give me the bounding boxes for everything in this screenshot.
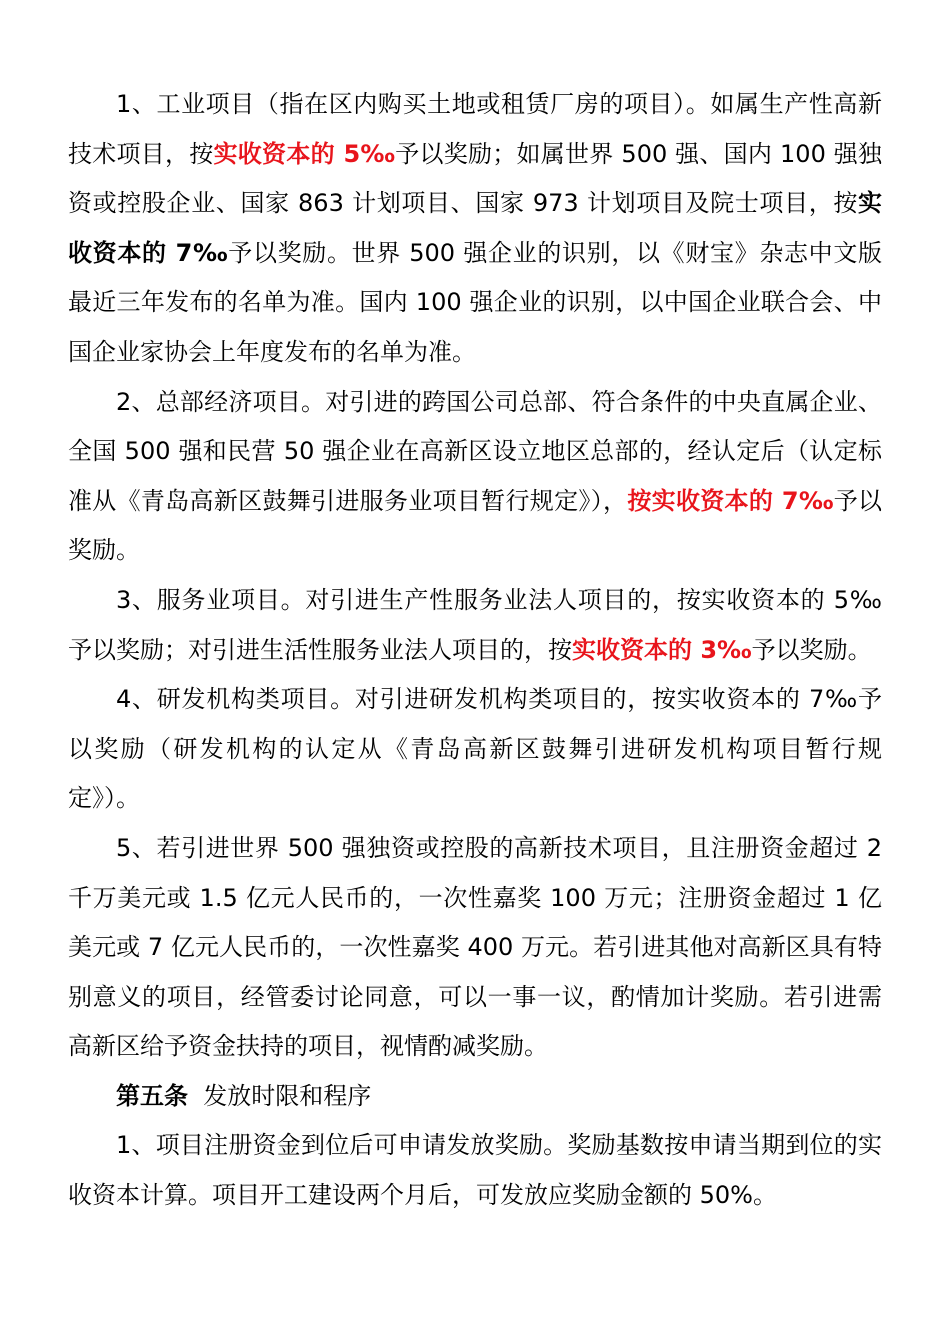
text-segment: 予以奖励；如属世界 500 强、国内 100 强独资或控股企业、国家 863 计划项目、国家 973 计划项目及院士项目，按 xyxy=(68,139,882,218)
text-segment: 予以奖励。世界 500 强企业的识别，以《财宝》杂志中文版最近三年发布的名单为准。国内 100 强企业的识别，以中国企业联合会、中国企业家协会上年度发布的名单为准。 xyxy=(68,238,882,366)
highlight-red-text: 实收资本的 3‰ xyxy=(572,635,752,664)
text-segment: 3、服务业项目。对引进生产性服务业法人项目的，按实收资本的 5‰予以奖励；对引进生活性服务业法人项目的，按 xyxy=(68,585,882,664)
paragraph-service-project xyxy=(68,576,882,675)
paragraph-industrial-project xyxy=(68,80,882,378)
highlight-bold-text: 实收资本的 7‰ xyxy=(68,189,882,267)
text-segment: 2、总部经济项目。对引进的跨国公司总部、符合条件的中央直属企业、全国 500 强和民营 50 强企业在高新区设立地区总部的，经认定后（认定标准从《青岛高新区鼓舞引进服务业项目暂行规定》）， xyxy=(68,387,882,515)
text-segment: 5、若引进世界 500 强独资或控股的高新技术项目，且注册资金超过 2 千万美元或 1.5 亿元人民币的，一次性嘉奖 100 万元；注册资金超过 1 亿美元或 7 亿元人民币的，一次性嘉奖 400 万元。若引进其他对高新区具有特别意义的项目，经管委讨论同意，可以一事一议，酌情加计奖励。若引进需高新区给予资金扶持的项目，视情酌减奖励。 xyxy=(68,833,882,1061)
text-segment: 予以奖励。 xyxy=(751,635,872,664)
text-segment: 1、项目注册资金到位后可申请发放奖励。奖励基数按申请当期到位的实收资本计算。项目开工建设两个月后，可发放应奖励金额的 50%。 xyxy=(68,1131,882,1210)
paragraph-fortune500-project xyxy=(68,824,882,1072)
text-segment: 予以奖励。 xyxy=(68,486,882,565)
paragraph-headquarters-project xyxy=(68,378,882,576)
paragraph-rnd-project xyxy=(68,675,882,824)
article-title: 发放时限和程序 xyxy=(188,1081,372,1110)
article-number: 第五条 xyxy=(116,1081,188,1110)
highlight-red-text: 实收资本的 5‰ xyxy=(213,139,396,168)
article-five-heading xyxy=(68,1072,882,1122)
text-segment: 1、工业项目（指在区内购买土地或租赁厂房的项目）。如属生产性高新技术项目，按 xyxy=(68,90,882,168)
highlight-red-text: 按实收资本的 7‰ xyxy=(627,486,834,515)
document-page xyxy=(68,80,882,1221)
text-segment: 4、研发机构类项目。对引进研发机构类项目的，按实收资本的 7‰予以奖励（研发机构的认定从《青岛高新区鼓舞引进研发机构项目暂行规定》）。 xyxy=(68,685,882,813)
paragraph-payment-procedure xyxy=(68,1121,882,1220)
